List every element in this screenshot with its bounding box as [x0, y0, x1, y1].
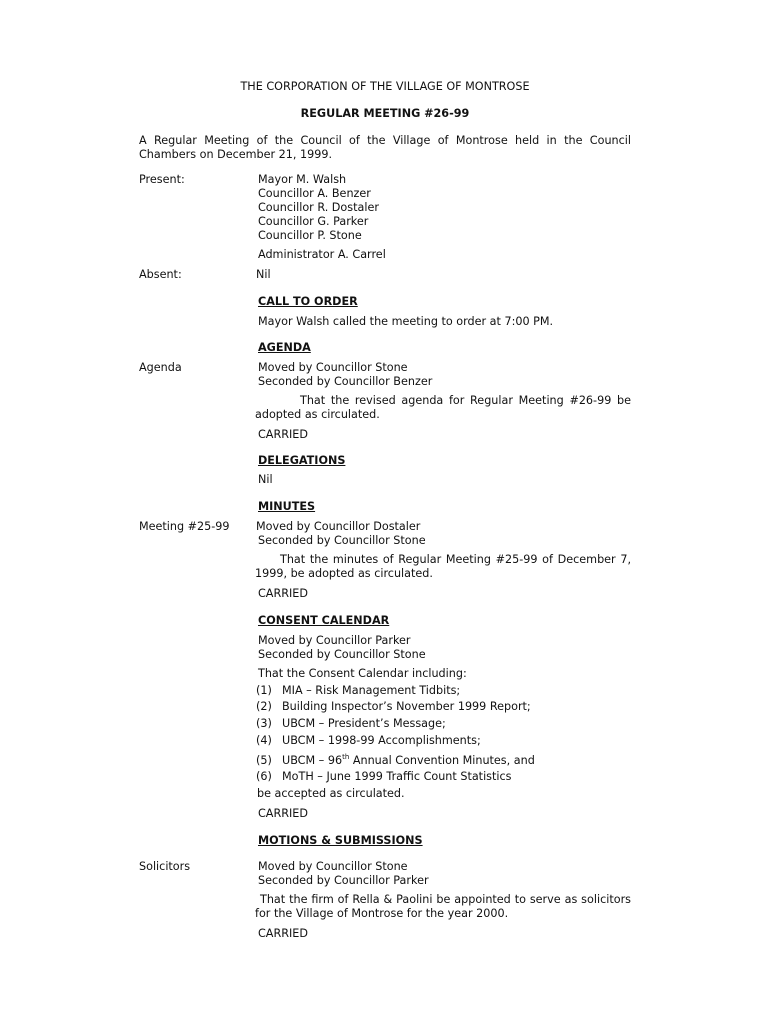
absent-value: Nil	[256, 268, 271, 281]
delegations-heading: DELEGATIONS	[258, 454, 346, 467]
agenda-heading: AGENDA	[258, 341, 311, 354]
minutes-margin-label: Meeting #25-99	[139, 520, 230, 533]
administrator: Administrator A. Carrel	[258, 248, 386, 261]
consent-item-text: Building Inspector’s November 1999 Report;	[282, 700, 531, 713]
minutes-heading: MINUTES	[258, 500, 316, 513]
minutes-moved: Moved by Councillor Dostaler	[256, 520, 421, 533]
call-to-order-heading: CALL TO ORDER	[258, 295, 358, 308]
attendee: Mayor M. Walsh	[258, 173, 347, 186]
motions-seconded: Seconded by Councillor Parker	[258, 874, 429, 887]
consent-item-number: (4)	[256, 734, 272, 747]
attendee: Councillor R. Dostaler	[258, 201, 379, 214]
delegations-text: Nil	[258, 473, 273, 486]
consent-intro: That the Consent Calendar including:	[258, 667, 467, 680]
present-label: Present:	[139, 173, 185, 186]
consent-item-number: (3)	[256, 717, 272, 730]
consent-item-text: UBCM – President’s Message;	[282, 717, 446, 730]
minutes-result: CARRIED	[258, 587, 308, 600]
attendee: Councillor P. Stone	[258, 229, 362, 242]
motions-heading: MOTIONS & SUBMISSIONS	[258, 834, 423, 847]
consent-result: CARRIED	[258, 807, 308, 820]
consent-item-text: UBCM – 1998-99 Accomplishments;	[282, 734, 481, 747]
agenda-moved: Moved by Councillor Stone	[258, 361, 408, 374]
consent-item-text: MoTH – June 1999 Traffic Count Statistics	[282, 770, 512, 783]
consent-moved: Moved by Councillor Parker	[258, 634, 411, 647]
motions-moved: Moved by Councillor Stone	[258, 860, 408, 873]
agenda-result: CARRIED	[258, 428, 308, 441]
consent-closing: be accepted as circulated.	[257, 787, 405, 800]
agenda-seconded: Seconded by Councillor Benzer	[258, 375, 433, 388]
motions-result: CARRIED	[258, 927, 308, 940]
attendee: Councillor A. Benzer	[258, 187, 371, 200]
consent-seconded: Seconded by Councillor Stone	[258, 648, 426, 661]
consent-item-text: UBCM – 96th Annual Convention Minutes, and	[282, 753, 535, 767]
corporation-title: THE CORPORATION OF THE VILLAGE OF MONTROSE	[240, 80, 530, 93]
minutes-seconded: Seconded by Councillor Stone	[258, 534, 426, 547]
consent-item-text: MIA – Risk Management Tidbits;	[282, 684, 461, 697]
minutes-resolution: That the minutes of Regular Meeting #25-99 of December 7, 1999, be adopted as circulated.	[255, 553, 631, 580]
absent-label: Absent:	[139, 268, 182, 281]
consent-item-number: (2)	[256, 700, 272, 713]
agenda-resolution: That the revised agenda for Regular Meeting #26-99 be adopted as circulated.	[255, 394, 631, 421]
call-to-order-text: Mayor Walsh called the meeting to order at 7:00 PM.	[258, 315, 554, 328]
consent-calendar-heading: CONSENT CALENDAR	[258, 614, 390, 627]
consent-item-number: (1)	[256, 684, 272, 697]
intro-paragraph: A Regular Meeting of the Council of the Village of Montrose held in the Council Chambers on December 21, 1999.	[139, 134, 631, 161]
meeting-title: REGULAR MEETING #26-99	[300, 107, 470, 120]
consent-item-number: (6)	[256, 770, 272, 783]
motions-margin-label: Solicitors	[139, 860, 191, 873]
attendee: Councillor G. Parker	[258, 215, 369, 228]
motions-resolution: That the firm of Rella & Paolini be appointed to serve as solicitors for the Village of Montrose for the year 2000.	[255, 893, 631, 920]
consent-item-number: (5)	[256, 754, 272, 767]
agenda-margin-label: Agenda	[139, 361, 182, 374]
